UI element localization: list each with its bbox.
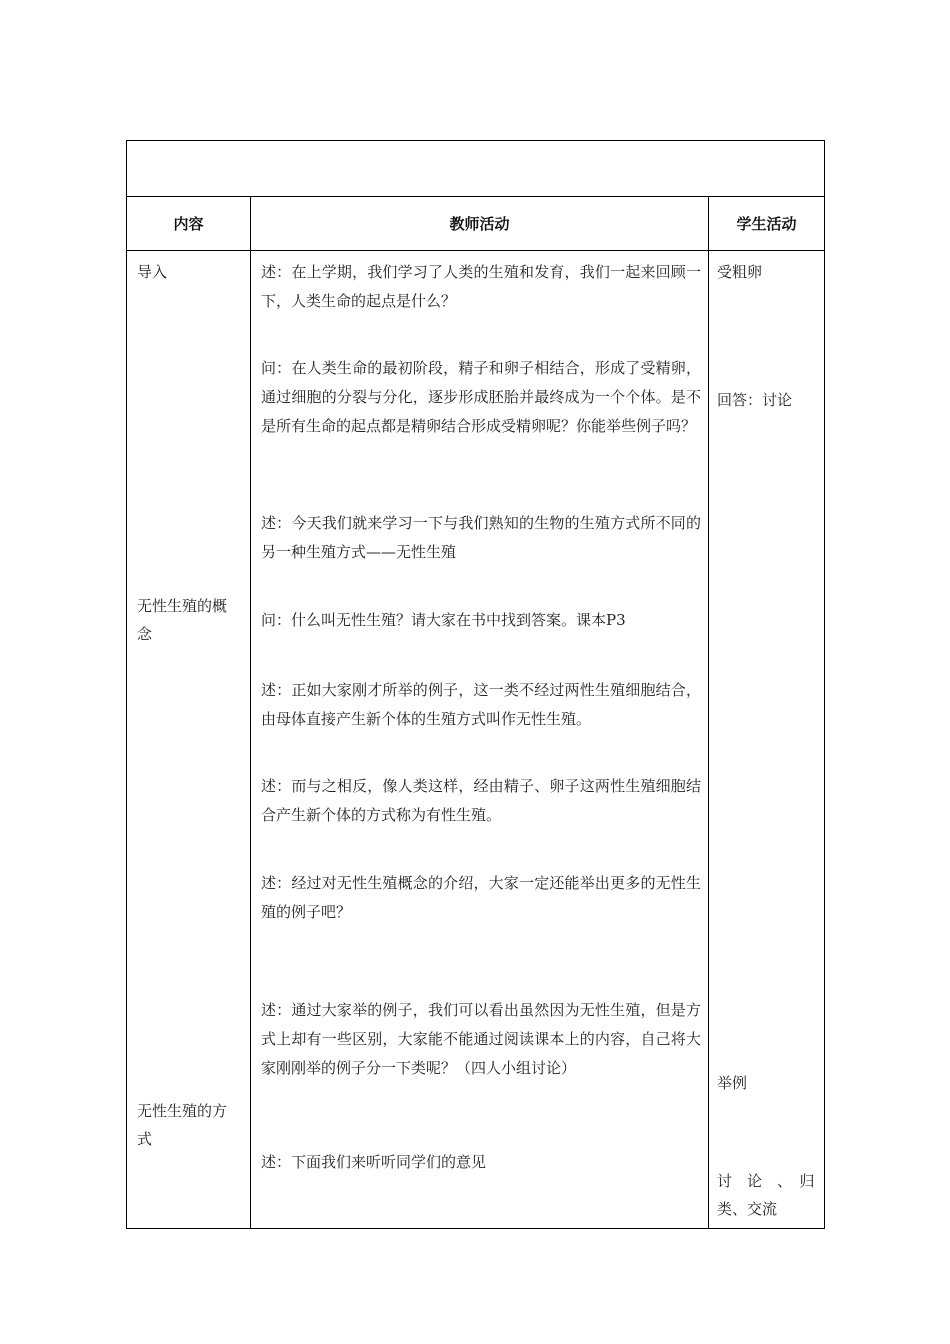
header-teacher-activity: 教师活动	[449, 215, 510, 233]
teacher-paragraph-1: 述：在上学期，我们学习了人类的生殖和发育，我们一起来回顾一下，人类生命的起点是什么？	[261, 263, 701, 310]
student-activity-3: 举例	[717, 1074, 748, 1092]
teacher-paragraph-9: 述：下面我们来听听同学们的意见	[261, 1153, 487, 1171]
teacher-paragraph-3: 述：今天我们就来学习一下与我们熟知的生物的生殖方式所不同的另一种生殖方式——无性生殖	[261, 514, 701, 561]
content-concept-line1: 无性生殖的概	[137, 597, 228, 615]
content-intro: 导入	[137, 263, 168, 281]
content-methods-line1: 无性生殖的方	[137, 1102, 228, 1120]
teacher-paragraph-8: 述：通过大家举的例子，我们可以看出虽然因为无性生殖，但是方式上却有一些区别，大家能不能通过阅读课本上的内容，自己将大家刚刚举的例子分一下类呢？（四人小组讨论）	[261, 1001, 701, 1077]
header-content: 内容	[173, 215, 204, 233]
student-activity-4-line1: 讨 论 、 归	[717, 1172, 815, 1190]
content-concept-line2: 念	[137, 625, 153, 643]
content-methods-line2: 式	[137, 1130, 153, 1148]
column-divider	[250, 196, 251, 1228]
column-divider	[708, 196, 709, 1228]
table-title-row	[127, 141, 824, 196]
teacher-paragraph-6: 述：而与之相反，像人类这样，经由精子、卵子这两性生殖细胞结合产生新个体的方式称为有性生殖。	[261, 777, 701, 824]
student-activity-2: 回答：讨论	[717, 391, 793, 409]
student-activity-4-line2: 类、交流	[717, 1200, 778, 1218]
teacher-paragraph-4: 问：什么叫无性生殖？请大家在书中找到答案。课本P3	[261, 611, 626, 629]
lesson-plan-table	[126, 140, 825, 1229]
teacher-paragraph-2: 问：在人类生命的最初阶段，精子和卵子相结合，形成了受精卵，通过细胞的分裂与分化，逐步形成胚胎并最终成为一个个体。是不是所有生命的起点都是精卵结合形成受精卵呢？你能举些例子吗？	[261, 359, 701, 435]
header-student-activity: 学生活动	[736, 215, 797, 233]
row-divider	[127, 250, 824, 251]
teacher-paragraph-5: 述：正如大家刚才所举的例子，这一类不经过两性生殖细胞结合，由母体直接产生新个体的生殖方式叫作无性生殖。	[261, 681, 701, 728]
teacher-paragraph-7: 述：经过对无性生殖概念的介绍，大家一定还能举出更多的无性生殖的例子吧？	[261, 874, 701, 921]
student-activity-1: 受粗卵	[717, 263, 763, 281]
